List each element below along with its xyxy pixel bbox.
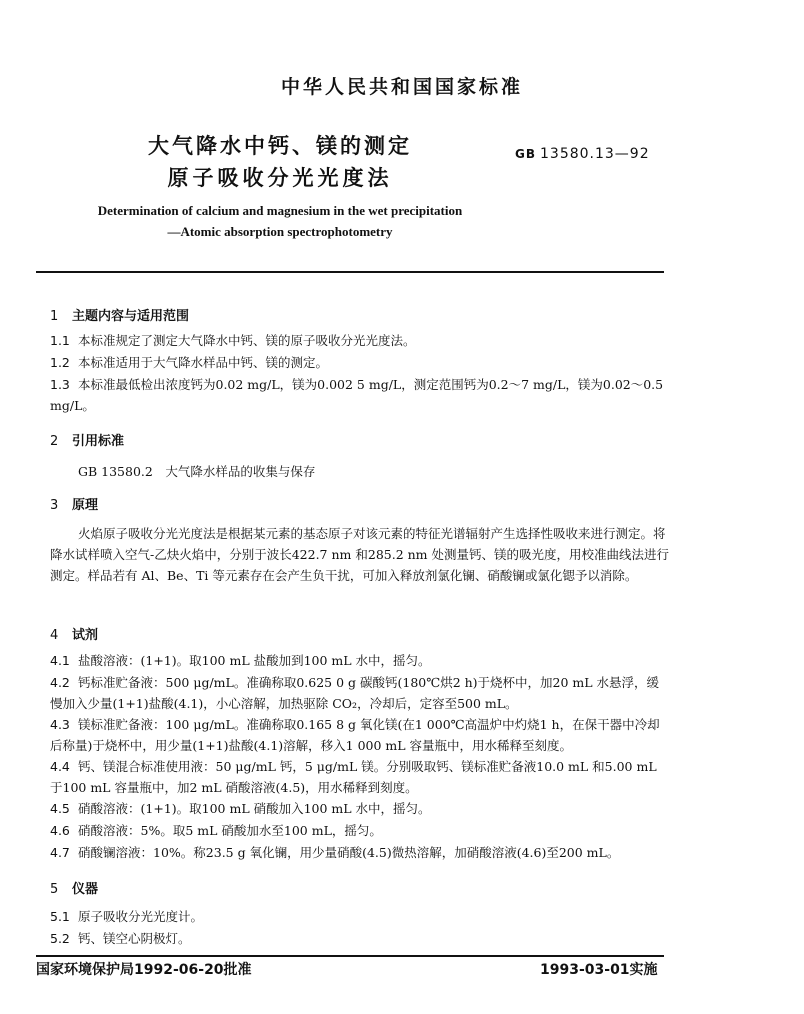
clause <box>50 928 670 949</box>
section-title: 引用标准 <box>72 434 125 449</box>
standard-code-number: 13580.13—92 <box>540 146 650 162</box>
clause-text: 硝酸溶液：5%。取5 mL 硝酸加水至100 mL，摇匀。 <box>78 823 382 838</box>
clause-text: 钙、镁空心阴极灯。 <box>78 931 191 946</box>
clause-text: 本标准适用于大气降水样品中钙、镁的测定。 <box>78 355 329 370</box>
section-number: 2 <box>50 434 59 449</box>
clause-number: 4.2 <box>50 675 70 690</box>
clause <box>50 714 670 756</box>
clause <box>50 756 670 798</box>
implementation-date: 1993-03-01实施 <box>540 962 658 978</box>
clause-text: 盐酸溶液：(1+1)。取100 mL 盐酸加到100 mL 水中，摇匀。 <box>78 653 431 668</box>
referenced-standard: GB 13580.2 大气降水样品的收集与保存 <box>78 464 316 479</box>
section-heading <box>50 878 98 897</box>
section-number: 4 <box>50 628 59 643</box>
clause-number: 4.4 <box>50 759 70 774</box>
clause <box>50 672 670 714</box>
clause-number: 5.2 <box>50 931 70 946</box>
standard-title-line2: 原子吸收分光光度法 <box>167 166 393 190</box>
standard-title-line1: 大气降水中钙、镁的测定 <box>148 134 412 158</box>
clause-number: 4.6 <box>50 823 70 838</box>
section-title: 原理 <box>72 498 99 513</box>
clause <box>50 842 670 863</box>
section-heading <box>50 430 124 449</box>
english-title-line2: —Atomic absorption spectrophotometry <box>167 224 393 239</box>
clause-number: 4.3 <box>50 717 70 732</box>
clause-text: 钙、镁混合标准使用液：50 μg/mL 钙，5 μg/mL 镁。分别吸取钙、镁标准贮备液10.0 mL 和5.00 mL 于100 mL 容量瓶中，加2 mL 硝酸溶液(4.5)，用水稀释到刻度。 <box>50 759 657 795</box>
clause-text: 钙标准贮备液：500 μg/mL。准确称取0.625 0 g 碳酸钙(180℃烘2 h)于烧杯中，加20 mL 水悬浮，缓慢加入少量(1+1)盐酸(4.1)，小心溶解，加热驱除 CO₂，冷却后，定容至500 mL。 <box>50 675 660 711</box>
clause-text: 镁标准贮备液：100 μg/mL。准确称取0.165 8 g 氧化镁(在1 000℃高温炉中灼烧1 h，在保干器中冷却后称量)于烧杯中，用少量(1+1)盐酸(4.1)溶解，移入1 000 mL 容量瓶中，用水稀释至刻度。 <box>50 717 660 753</box>
section-heading <box>50 494 98 513</box>
section-heading <box>50 305 189 324</box>
clause-text: 原子吸收分光光度计。 <box>78 909 204 924</box>
clause-number: 1.3 <box>50 377 70 392</box>
section-title: 试剂 <box>72 628 99 643</box>
standard-code <box>515 146 650 162</box>
clause <box>50 330 670 351</box>
clause-text: 硝酸镧溶液：10%。称23.5 g 氧化镧，用少量硝酸(4.5)微热溶解，加硝酸溶液(4.6)至200 mL。 <box>78 845 620 860</box>
clause-text: 本标准规定了测定大气降水中钙、镁的原子吸收分光光度法。 <box>78 333 416 348</box>
clause-text: 硝酸溶液：(1+1)。取100 mL 硝酸加入100 mL 水中，摇匀。 <box>78 801 431 816</box>
section-number: 1 <box>50 309 59 324</box>
clause-text: 本标准最低检出浓度钙为0.02 mg/L，镁为0.002 5 mg/L，测定范围钙为0.2～7 mg/L，镁为0.02～0.5 mg/L。 <box>50 377 664 413</box>
principle-paragraph: 火焰原子吸收分光光度法是根据某元素的基态原子对该元素的特征光谱辐射产生选择性吸收来进行测定。将降水试样喷入空气-乙炔火焰中，分别于波长422.7 nm 和285.2 nm 处测量钙、镁的吸光度，用校准曲线法进行测定。样品若有 Al、Be、Ti 等元素存在会产生负干扰，可加入释放剂氯化镧、硝酸镧或氯化锶予以消除。 <box>50 526 669 583</box>
clause <box>50 798 670 819</box>
clause <box>50 352 670 373</box>
clause-number: 1.1 <box>50 333 70 348</box>
section-title: 仪器 <box>72 882 99 897</box>
section-number: 3 <box>50 498 59 513</box>
header-divider <box>36 271 664 273</box>
approval-date: 国家环境保护局1992-06-20批准 <box>36 962 252 978</box>
english-title-line1: Determination of calcium and magnesium in the wet precipitation <box>97 203 463 218</box>
clause <box>50 820 670 841</box>
clause-number: 4.5 <box>50 801 70 816</box>
standard-code-prefix: GB <box>515 147 536 161</box>
clause <box>50 650 670 671</box>
clause-number: 1.2 <box>50 355 70 370</box>
clause-number: 4.7 <box>50 845 70 860</box>
national-standard-heading: 中华人民共和国国家标准 <box>280 76 523 98</box>
section-title: 主题内容与适用范围 <box>72 309 190 324</box>
section-heading <box>50 624 98 643</box>
clause <box>50 906 670 927</box>
clause-number: 4.1 <box>50 653 70 668</box>
section-number: 5 <box>50 882 59 897</box>
clause <box>50 374 670 416</box>
clause-number: 5.1 <box>50 909 70 924</box>
footer-divider <box>36 955 664 957</box>
